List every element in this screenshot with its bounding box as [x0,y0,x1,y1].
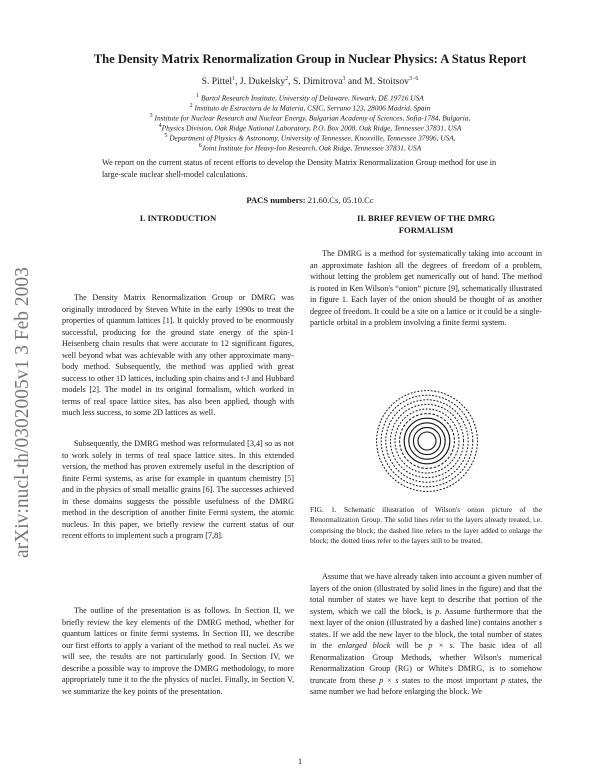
author-name: S. Pittel [201,76,233,88]
author-name: S. Dimitrova [292,76,343,88]
page-number: 1 [297,756,303,766]
dashed-layer-ring [400,414,455,469]
intro-paragraph-1 [62,292,294,419]
author-affil-ref: 2 [285,76,289,82]
dotted-layer-ring [377,391,478,492]
section-heading-dmrg-review [310,212,542,236]
paragraph-text: The outline of the presentation is as follows. In Section II, we briefly review the key elements of the DMRG method, whether for quantum lattices or finite fermi systems. In Section III, we describe our first efforts to apply a variant of the method to real nuclei. As we will see, the results are not particularly good. In Section IV, we describe a possible way to improve the DMRG methodology, to more appropriately tune it to the the physics of nuclei. Finally, in Section V, we summarize the key points of the presentation. [62,606,294,696]
pacs-label: PACS numbers: [246,195,306,205]
affiliation-number: 2 [189,103,193,109]
abstract: We report on the current status of recent efforts to develop the Density Matrix Renormalization Group method for use in large-scale nuclear shell-model calculations. [102,158,497,179]
arxiv-id: arXiv:nucl-th/0302005v1 3 Feb 2003 [12,267,33,558]
affiliation-text: Physics Division, Oak Ridge National Laboratory, P.O. Box 2008, Oak Ridge, Tennessee 37831, USA [161,123,462,133]
solid-layer-ring [409,423,445,459]
solid-layer-ring [418,432,436,450]
figure-onion-diagram [372,386,482,496]
caption-text: FIG. 1. Schematic illustration of Wilson's onion picture of the Renormalization Group. The solid lines refer to the layers already treated, i.e. comprising the block; the dashed line refers to the layer added to enlarge the block; the dotted lines refer to the layers still to be treated. [310,505,542,546]
affiliation-number: 4 [158,123,162,129]
author-affil-ref: 1 [232,76,236,82]
heading-line: FORMALISM [398,225,454,235]
intro-paragraph-2 [62,438,294,542]
dotted-layer-ring [390,404,463,477]
onion-svg [372,386,482,496]
affiliation-text: Bartol Research Institute, University of Delaware, Newark, DE 19716 USA [201,93,424,103]
affiliation [40,141,580,154]
affiliation-number: 3 [149,113,153,119]
affiliation-text: Institute for Nuclear Research and Nuclear Energy, Bulgarian Academy of Sciences, Sofia-1784, Bulgaria, [154,113,471,123]
solid-layer-ring [404,418,450,464]
author-name: M. Stoitsov [364,76,409,88]
paper-title: The Density Matrix Renormalization Group in Nuclear Physics: A Status Report [93,52,527,66]
author-name: J. Dukelsky [239,76,286,88]
arxiv-stamp [4,200,38,560]
heading-line: II. BRIEF REVIEW OF THE DMRG [357,213,495,223]
section-heading-introduction: I. INTRODUCTION [139,213,217,223]
affiliation-number: 6 [198,143,202,149]
affiliation-number: 5 [164,133,168,139]
paragraph-text: The DMRG is a method for systematically taking into account in an approximate fashion all the degrees of freedom of a problem, without letting the problem get numerically out of hand. The method is rooted in Ken Wilson's “onion” picture [9], schematically illustrated in figure 1. Each layer of the onion should be thought of as another degree of freedom. It could be a site on a lattice or it could be a single-particle orbital in a problem involving a finite fermi system. [310,249,542,328]
dmrg-paragraph-2 [310,571,542,698]
dotted-layer-ring [386,400,468,482]
intro-paragraph-3 [62,605,294,697]
affiliation-text: Department of Physics & Astronomy, University of Tennessee, Knoxville, Tennessee 37996, USA, [169,133,456,143]
paragraph-text: Assume that we have already taken into account a given number of layers of the onion (illustrated by solid lines in the figure) and that the total number of states we have kept to describe that portion of the system, which we call the block, is p. Assume furthermore that the next layer of the onion (illustrated by a dashed line) contains another s states. If we add the new layer to the block, the total number of states in the enlarged block will be p × s. The basic idea of all Renormalization Group Methods, whether Wilson's numerical Renormalization Group (RG) or White's DMRG, is to somehow truncate from these p × s states to the most important p states, the same number we had before enlarging the block. We [310,572,543,697]
paragraph-text: The Density Matrix Renormalization Group or DMRG was originally introduced by Steven White in the early 1990s to treat the properties of quantum lattices [1]. It quickly proved to be enormously successful, producing for the ground state energy of the spin-1 Heisenberg chain results that were accurate to 12 significant figures, well beyond what was achievable with any other approximate many-body method. Subsequently, the method was applied with great success to other 1D lattices, including spin chains and t-J and Hubbard models [2]. The model in its original formalism, which worked in terms of real space lattice sites, has also been applied, though with much less success, to some 2D lattices as well. [62,293,294,418]
affiliation-number: 1 [196,93,200,99]
author-list: S. Pittel$^1$, J. Dukelsky$^2$, S. Dimitrova$^3$ and M. Stoitsov$^{3-6}$ [201,76,419,88]
author-affil-ref: 3 [342,76,346,82]
author-affil-ref: 3−6 [408,76,419,82]
affiliation-text: Instituto de Estructura de la Materia, CSIC, Serrano 123, 28006 Madrid, Spain [194,103,431,113]
paragraph-text: Subsequently, the DMRG method was reformulated [3,4] so as not to work solely in terms of real space lattice sites. In this extended version, the method has proven extremely useful in the description of finite Fermi systems, as arise for example in quantum chemistry [5] and in the physics of small metallic grains [6]. The successes achieved in these domains suggests the possible usefulness of the DMRG method in the description of another finite Fermi system, the atomic nucleus. In this paper, we briefly review the current status of our recent efforts to implement such a program [7,8]. [62,439,294,541]
dmrg-paragraph-1 [310,248,542,329]
figure-caption [310,505,542,547]
pacs-value: 21.60.Cs, 05.10.Cc [305,195,374,205]
affiliation-text: Joint Institute for Heavy-Ion Research, Oak Ridge, Tennessee 37831, USA [201,143,422,153]
pacs-numbers [40,195,580,205]
